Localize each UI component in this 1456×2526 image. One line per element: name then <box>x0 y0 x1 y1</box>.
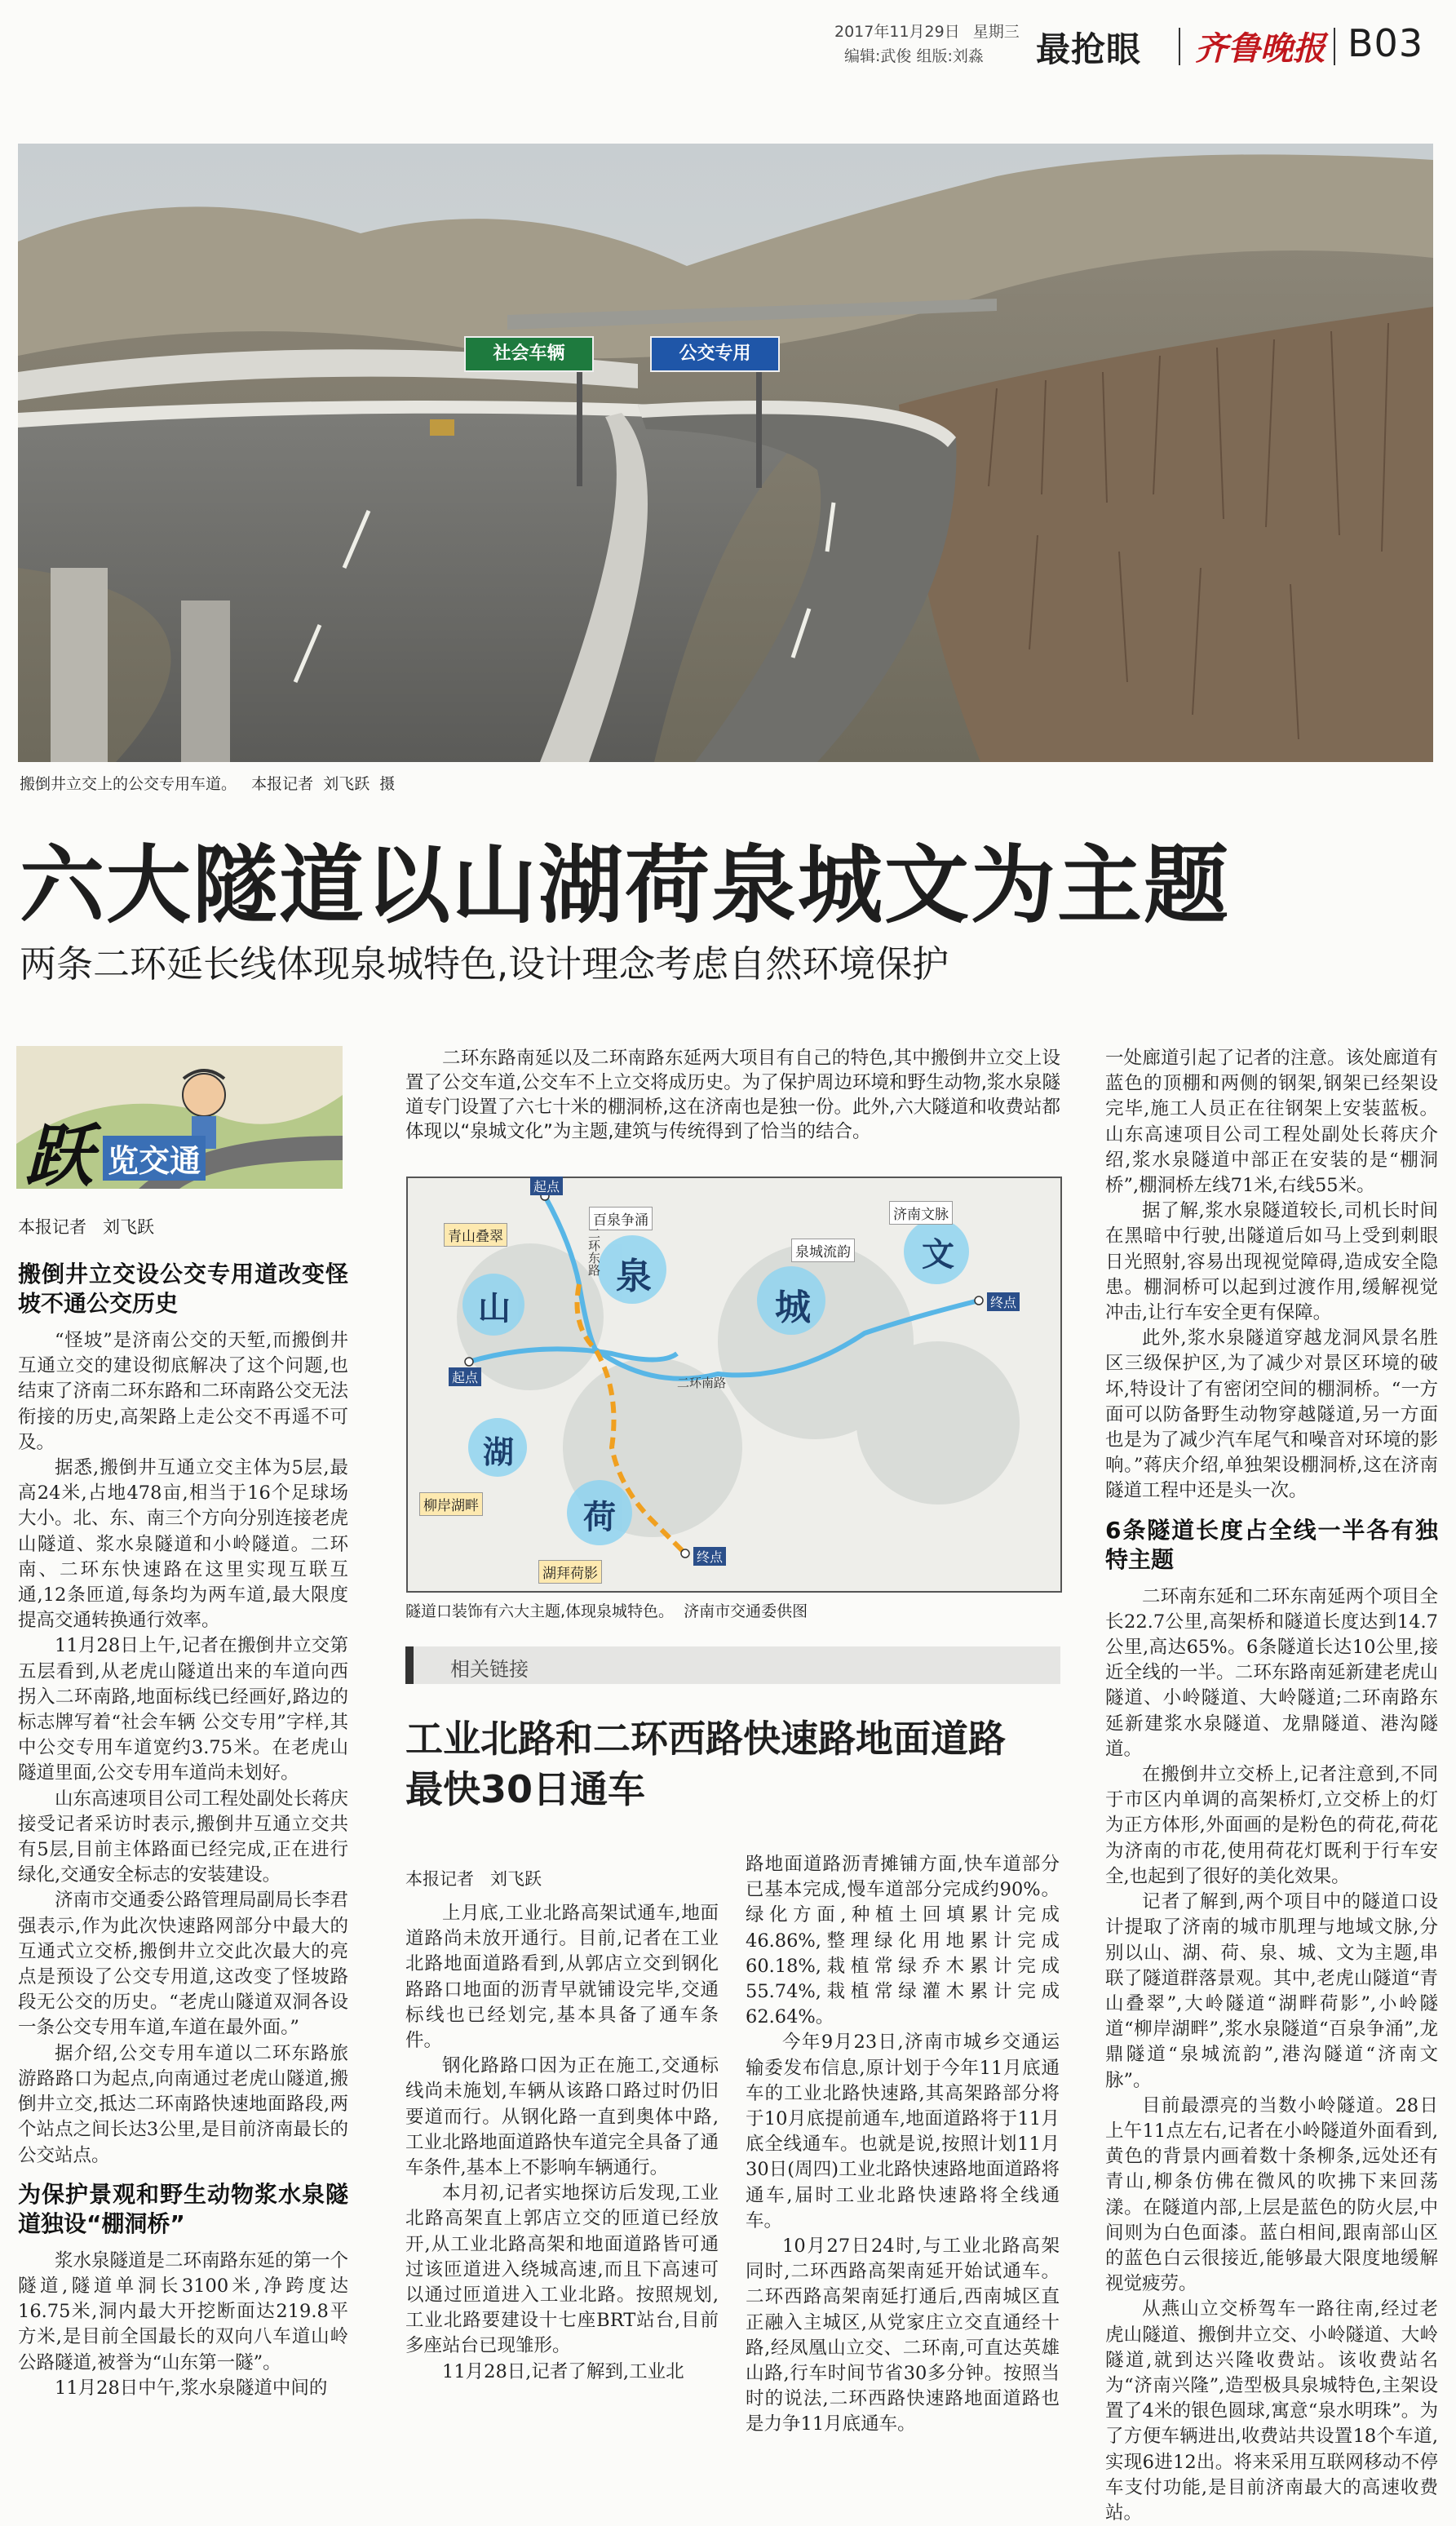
label-start-west: 起点 <box>449 1367 481 1386</box>
paragraph: 从燕山立交桥驾车一路往南,经过老虎山隧道、搬倒井立交、小岭隧道、大岭隧道,就到达兴隆收费站。该收费站名为“济南兴隆”,造型极具泉城特色,主架设置了4米的银色圆球,寓意“泉水明珠”。为了方便车辆进出,收费站共设置18个车道,实现6进12出。将来采用互联网移动不停车支付功能,是目前济南最大的高速收费站。 <box>1105 2298 1438 2524</box>
header-divider-2 <box>1334 28 1335 65</box>
main-headline: 六大隧道以山湖荷泉城文为主题 <box>20 835 1231 935</box>
subhead-shed-bridge: 为保护景观和野生动物浆水泉隧道独设“棚洞桥” <box>18 2180 348 2237</box>
paragraph: 11月28日中午,浆水泉隧道中间的 <box>55 2377 328 2399</box>
paragraph: 据了解,浆水泉隧道较长,司机长时间在黑暗中行驶,出隧道后如马上受到刺眼日光照射,容易出现视觉障碍,造成安全隐患。棚洞桥可以起到过渡作用,缓解视觉冲击,让行车安全更有保障。 <box>1105 1200 1438 1324</box>
subhead-bus-lane: 搬倒井立交设公交专用道改变怪坡不通公交历史 <box>18 1261 348 1317</box>
lead-paragraph: 二环东路南延以及二环南路东延两大项目有自己的特色,其中搬倒井立交上设置了公交车道,公交车不上立交将成历史。为了保护周边环境和野生动物,浆水泉隧道专门设置了六七十米的棚洞桥,这在济南也是独一份。此外,六大隧道和收费站都体现以“泉城文化”为主题,建筑与传统得到了恰当的结合。 <box>405 1048 1060 1142</box>
related-title: 工业北路和二环西路快速路地面道路最快30日通车 <box>405 1717 1006 1811</box>
related-tag: 相关链接 <box>450 1658 529 1681</box>
paragraph: “怪坡”是济南公交的天堑,而搬倒井互通立交的建设彻底解决了这个问题,也结束了济南二环东路和二环南路公交无法衔接的历史,高架路上走公交不再遥不可及。 <box>18 1330 349 1453</box>
label-end-east: 终点 <box>987 1292 1020 1311</box>
subhead-six-tunnels: 6条隧道长度占全线一半各有独特主题 <box>1105 1516 1438 1573</box>
tag-lotus: 湖拜荷影 <box>538 1560 602 1584</box>
paragraph: 今年9月23日,济南市城乡交通运输委发布信息,原计划于今年11月底通车的工业北路快速路,其高架路部分将于10月底提前通车,地面道路将于11月底全线通车。也就是说,按照计划11月30日(周四)工业北路快速路地面道路将通车,届时工业北路快速路将全线通车。 <box>746 2032 1060 2231</box>
related-tag-bar <box>405 1646 1060 1684</box>
theme-lotus: 荷 <box>583 1499 616 1536</box>
sub-headline: 两条二环延长线体现泉城特色,设计理念考虑自然环境保护 <box>20 942 949 986</box>
theme-spring: 泉 <box>616 1256 652 1297</box>
interchange-photo <box>18 144 1433 762</box>
tag-spring: 百泉争涌 <box>589 1207 653 1230</box>
related-byline: 本报记者 刘飞跃 <box>405 1869 542 1889</box>
column-logo-char: 跃 <box>24 1115 94 1196</box>
page-number: B03 <box>1348 21 1424 65</box>
article-column-4 <box>1105 1046 1438 2524</box>
related-column-right <box>746 1852 1060 2497</box>
article-column-1 <box>18 1248 348 2497</box>
road-sign-social-vehicles: 社会车辆 <box>464 336 594 372</box>
tag-mountain: 青山叠翠 <box>444 1223 507 1247</box>
column-logo-text: 览交通 <box>103 1136 206 1181</box>
theme-lake: 湖 <box>483 1434 515 1470</box>
label-road-east: 二环东路 <box>586 1227 601 1276</box>
label-end-south: 终点 <box>693 1547 726 1566</box>
road-sign-bus-only: 公交专用 <box>650 336 780 372</box>
editors-line: 编辑:武俊 组版:刘淼 <box>844 47 984 65</box>
issue-date-line <box>834 20 1020 42</box>
paragraph: 据悉,搬倒井互通立交主体为5层,最高24米,占地478亩,相当于16个足球场大小。北、东、南三个方向分别连接老虎山隧道、浆水泉隧道和小岭隧道。二环南、二环东快速路在这里实现互联互通,12条匝道,每条均为两车道,最大限度提高交通转换通行效率。 <box>18 1457 349 1632</box>
label-start-north: 起点 <box>530 1177 563 1195</box>
paragraph: 济南市交通委公路管理局副局长李君强表示,作为此次快速路网部分中最大的互通式立交桥,搬倒井立交此次最大的亮点是预设了公交专用道,这改变了怪坡路段无公交的历史。“老虎山隧道双洞各设一条公交专用车道,车道在最外面。” <box>18 1890 349 2039</box>
column-logo <box>16 1046 343 1196</box>
paper-name: 齐鲁晚报 <box>1195 29 1325 68</box>
paragraph: 记者了解到,两个项目中的隧道口设计提取了济南的城市肌理与地域文脉,分别以山、湖、荷、泉、城、文为主题,串联了隧道群落景观。其中,老虎山隧道“青山叠翠”,大岭隧道“湖畔荷影”,小岭隧道“柳岸湖畔”,浆水泉隧道“百泉争涌”,龙鼎隧道“泉城流韵”,港沟隧道“济南文脉”。 <box>1105 1891 1438 2091</box>
paragraph: 据介绍,公交专用车道以二环东路旅游路路口为起点,向南通过老虎山隧道,搬倒井立交,抵达二环南路快速地面路段,两个站点之间长达3公里,是目前济南最长的公交站点。 <box>18 2042 348 2166</box>
photo-caption: 搬倒井立交上的公交专用车道。 本报记者 刘飞跃 摄 <box>20 775 396 793</box>
paragraph: 钢化路路口因为正在施工,交通标线尚未施划,车辆从该路口路过时仍旧要道而行。从钢化路一直到奥体中路,工业北路地面道路快车道完全具备了通车条件,基本上不影响车辆通行。 <box>405 2055 719 2179</box>
paragraph: 在搬倒井立交桥上,记者注意到,不同于市区内单调的高架桥灯,立交桥上的灯为正方体形,外面画的是粉色的荷花,荷花为济南的市花,使用荷花灯既利于行车安全,也起到了很好的美化效果。 <box>1105 1764 1438 1887</box>
section-name: 最抢眼 <box>1036 29 1142 69</box>
paragraph: 山东高速项目公司工程处副处长蒋庆接受记者采访时表示,搬倒井互通立交共有5层,目前主体路面已经完成,正在进行绿化,交通安全标志的安装建设。 <box>18 1788 349 1886</box>
label-road-south: 二环南路 <box>677 1376 727 1390</box>
paragraph: 11月28日,记者了解到,工业北 <box>442 2360 684 2382</box>
map-caption: 隧道口装饰有六大主题,体现泉城特色。 济南市交通委供图 <box>405 1602 808 1620</box>
paragraph: 11月28日上午,记者在搬倒井立交第五层看到,从老虎山隧道出来的车道向西拐入二环南路,地面标线已经画好,路边的标志牌写着“社会车辆 公交专用”字样,其中公交专用车道宽约3.75米。在老虎山隧道里面,公交专用车道尚未划好。 <box>18 1635 348 1784</box>
paragraph: 一处廊道引起了记者的注意。该处廊道有蓝色的顶棚和两侧的钢架,钢架已经架设完毕,施工人员正在往钢架上安装蓝板。山东高速项目公司工程处副处长蒋庆介绍,浆水泉隧道中部正在安装的是“棚洞桥”,棚洞桥左线71米,右线55米。 <box>1105 1048 1438 1197</box>
related-column-left <box>405 1901 719 2497</box>
header-divider <box>1179 28 1180 65</box>
paragraph: 浆水泉隧道是二环南路东延的第一个隧道,隧道单洞长3100米,净跨度达16.75米,洞内最大开挖断面达219.8平方米,是目前全国最长的双向八车道山岭公路隧道,被誉为“山东第一隧”。 <box>18 2249 349 2373</box>
theme-mountain: 山 <box>478 1290 511 1327</box>
paragraph: 此外,浆水泉隧道穿越龙洞风景名胜区三级保护区,为了减少对景区环境的破坏,特设计了有密闭空间的棚洞桥。“一方面可以防备野生动物穿越隧道,另一方面也是为了减少汽车尾气和噪音对环境的影响。”蒋庆介绍,单独架设棚洞桥,这在济南隧道工程中还是头一次。 <box>1105 1327 1438 1502</box>
paragraph: 路地面道路沥青摊铺方面,快车道部分已基本完成,慢车道部分完成约90%。绿化方面,种植土回填累计完成46.86%,整理绿化用地累计完成60.18%,栽植常绿乔木累计完成55.74%,栽植常绿灌木累计完成62.64%。 <box>746 1854 1060 2028</box>
tag-city: 泉城流韵 <box>791 1239 855 1262</box>
paragraph: 二环南东延和二环东南延两个项目全长22.7公里,高架桥和隧道长度达到14.7公里,高达65%。6条隧道长达10公里,接近全线的一半。二环东路南延新建老虎山隧道、小岭隧道、大岭隧道;二环南路东延新建浆水泉隧道、龙鼎隧道、港沟隧道。 <box>1105 1585 1438 1760</box>
paragraph: 目前最漂亮的当数小岭隧道。28日上午11点左右,记者在小岭隧道外面看到,黄色的背景内画着数十条柳条,远处还有青山,柳条仿佛在微风的吹拂下来回荡漾。在隧道内部,上层是蓝色的防火层,中间则为白色面漆。蓝白相间,跟南部山区的蓝色白云很接近,能够最大限度地缓解视觉疲劳。 <box>1105 2094 1438 2295</box>
issue-weekday: 星期三 <box>972 23 1020 41</box>
theme-city: 城 <box>775 1287 811 1328</box>
theme-culture: 文 <box>922 1236 954 1274</box>
tag-culture: 济南文脉 <box>889 1201 953 1225</box>
issue-date: 2017年11月29日 <box>834 23 960 41</box>
related-tag-marker <box>405 1646 414 1684</box>
tag-lake: 柳岸湖畔 <box>419 1492 483 1516</box>
paragraph: 10月27日24时,与工业北路高架同时,二环西路高架南延开始试通车。二环西路高架南延打通后,西南城区直正融入主城区,从党家庄立交直通经十路,经凤凰山立交、二环南,可直达英雄山路,行车时间节省30多分钟。按照当时的说法,二环西路快速路地面道路也是力争11月底通车。 <box>746 2236 1060 2435</box>
tunnel-theme-map <box>406 1177 1062 1593</box>
byline: 本报记者 刘飞跃 <box>18 1217 155 1237</box>
paragraph: 上月底,工业北路高架试通车,地面道路尚未放开通行。目前,记者在工业北路地面道路看到,从郭店立交到钢化路路口地面的沥青早就铺设完毕,交通标线也已经划完,基本具备了通车条件。 <box>405 1903 719 2052</box>
paragraph: 本月初,记者实地探访后发现,工业北路高架直上郭店立交的匝道已经放开,从工业北路高架和地面道路皆可通过该匝道进入绕城高速,而且下高速可以通过匝道进入工业北路。按照规划,工业北路要建设十七座BRT站台,目前多座站台已现雏形。 <box>405 2183 719 2357</box>
